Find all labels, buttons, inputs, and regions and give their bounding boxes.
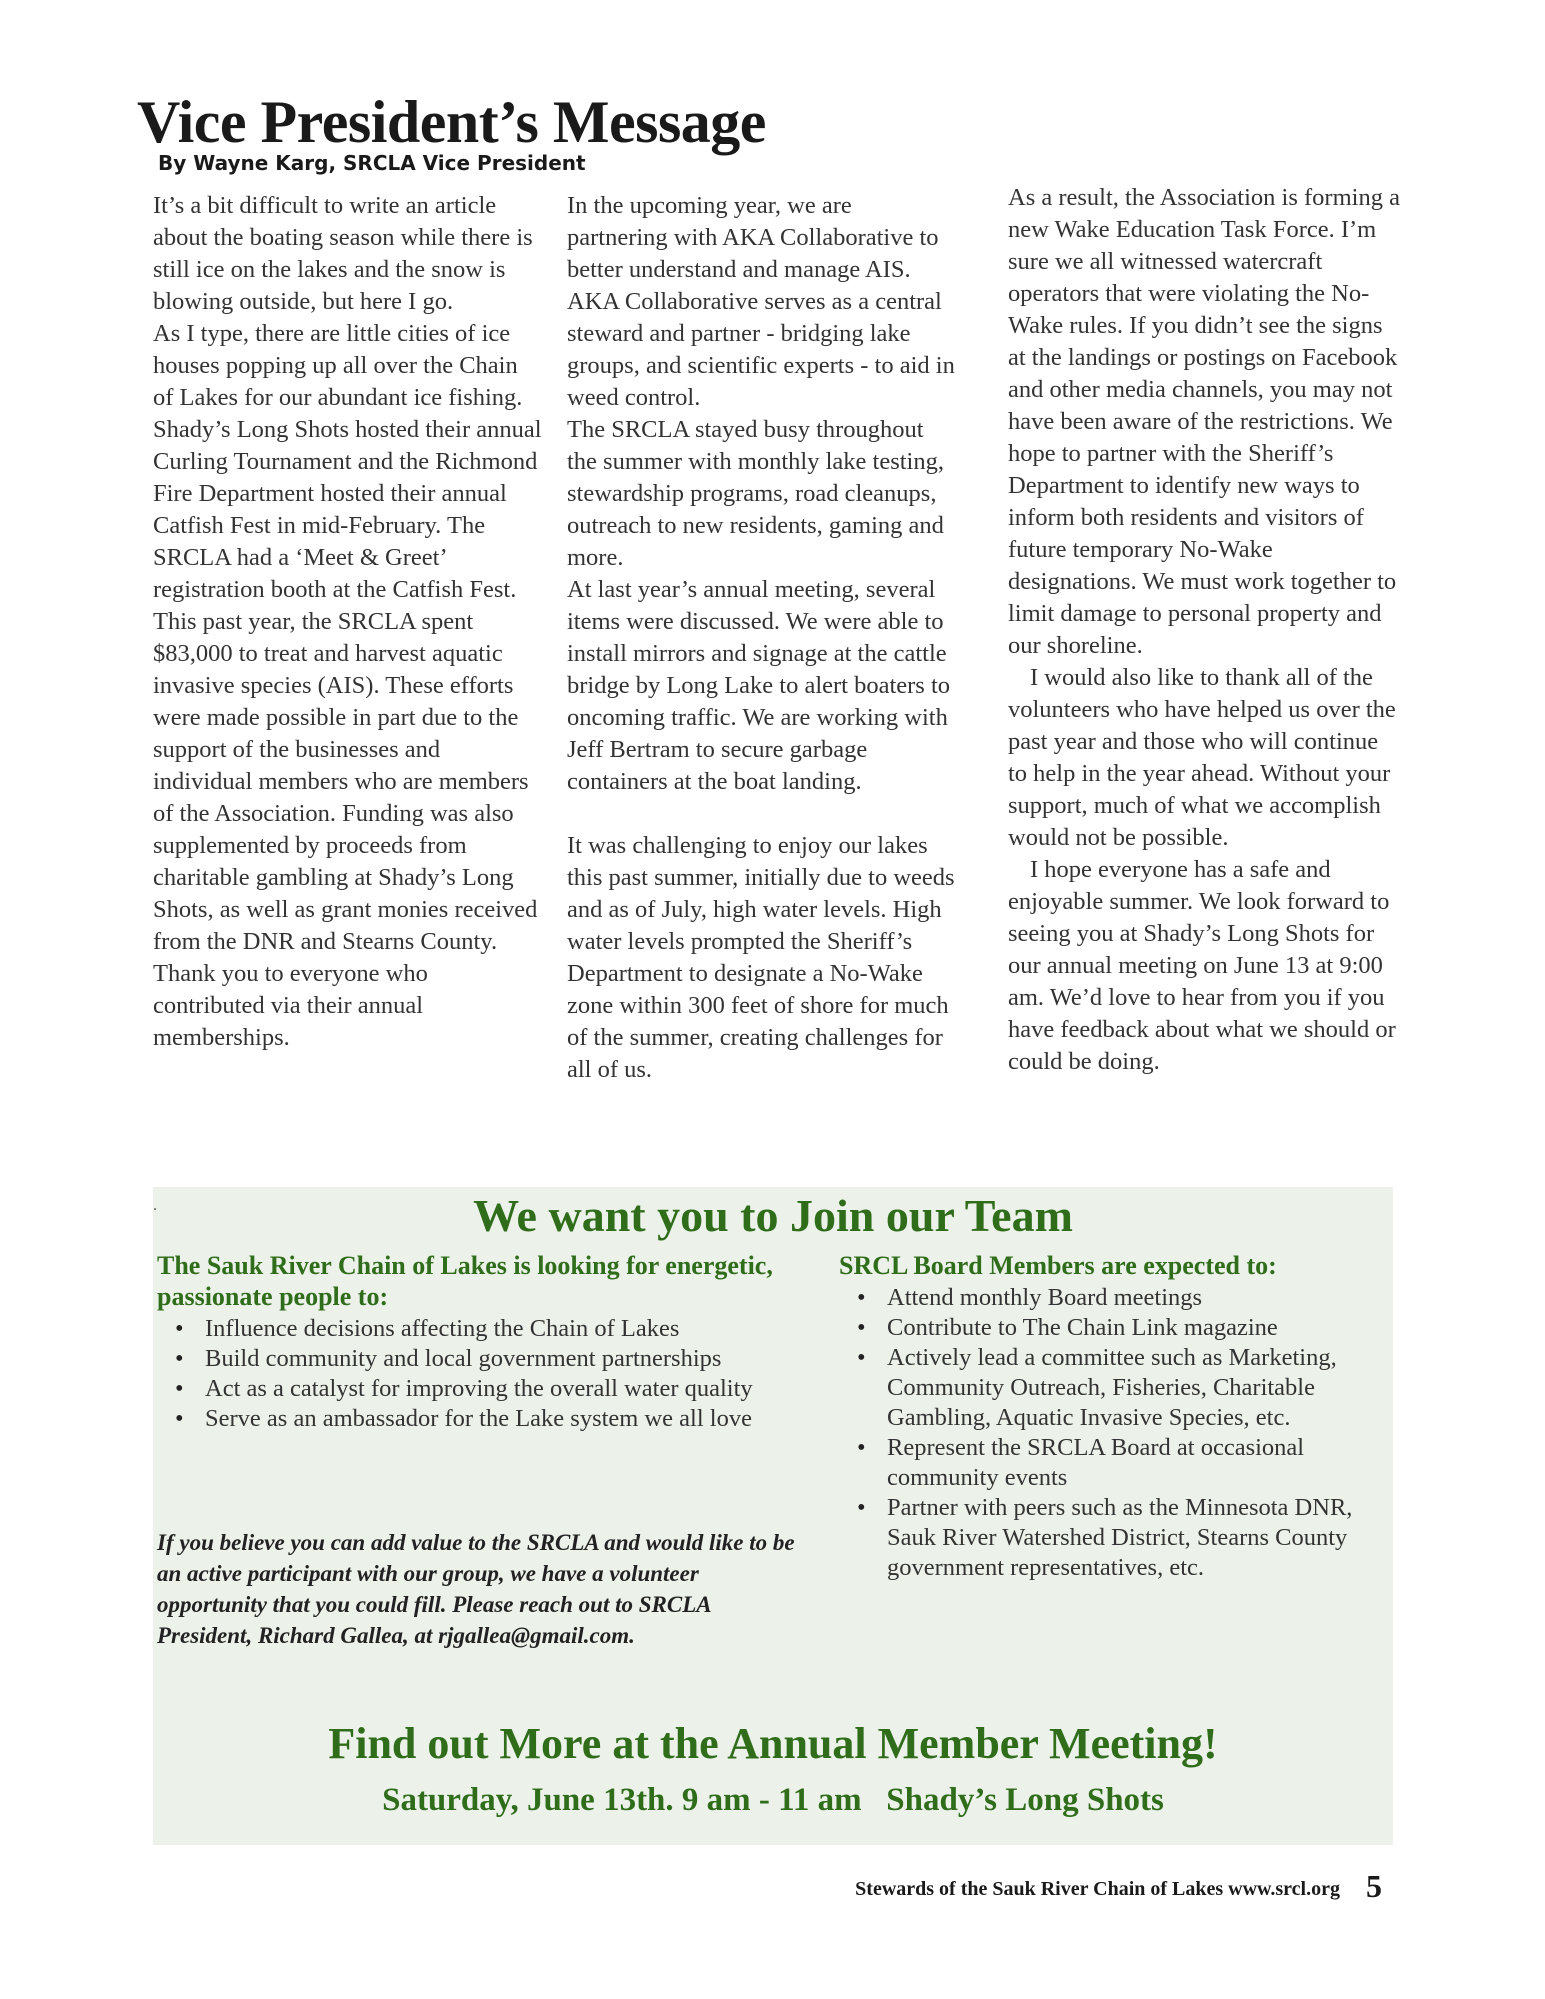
article-byline: By Wayne Karg, SRCLA Vice President [158,151,586,175]
paragraph: As a result, the Association is forming a new Wake Education Task Force. I’m sure we all witnessed watercraft operators that were violating the No-Wake rules. If you didn’t see the signs at the landings or postings on Facebook and other media channels, you may not have been aware of the restrictions. We hope to partner with the Sheriff’s Department to identify new ways to inform both residents and visitors of future temporary No-Wake designations. We must work together to limit damage to personal property and our shoreline. [1008,184,1400,659]
paragraph: In the upcoming year, we are partnering with AKA Collaborative to better understand and manage AIS. AKA Collaborative serves as a central steward and partner - bridging lake groups, and scientific experts - to aid in weed control. [567,192,955,411]
paragraph: It’s a bit difficult to write an article about the boating season while there is still ice on the lakes and the snow is blowing outside, but here I go. [153,192,533,315]
looking-for-list [157,1314,777,1434]
article-column-1 [153,190,543,1054]
article-title: Vice President’s Message [137,89,766,155]
board-expectations-heading: SRCL Board Members are expected to: [839,1251,1277,1280]
list-item: • Represent the SRCLA Board at occasional community events [887,1433,1399,1493]
looking-for-heading: The Sauk River Chain of Lakes is looking for energetic, passionate people to: [157,1251,773,1311]
paragraph-gap [567,798,957,830]
paragraph: I hope everyone has a safe and enjoyable summer. We look forward to seeing you at Shady’s Long Shots for our annual meeting on June 13 at 9:00 am. We’d love to hear from you if you have feedback about what we should or could be doing. [1008,856,1396,1075]
recruitment-box [153,1187,1393,1845]
stray-mark: . [153,1197,157,1214]
paragraph: It was challenging to enjoy our lakes this past summer, initially due to weeds and as of July, high water levels. High water levels prompted the Sheriff’s Department to designate a No-Wake zone within 300 feet of shore for much of the summer, creating challenges for all of us. [567,832,955,1083]
article-column-2 [567,190,957,1086]
list-item: • Partner with peers such as the Minnesota DNR, Sauk River Watershed District, Stearns County government representatives, etc. [887,1493,1399,1583]
list-item: • Influence decisions affecting the Chain of Lakes [205,1314,777,1344]
paragraph: I would also like to thank all of the volunteers who have helped us over the past year and those who will continue to help in the year ahead. Without your support, much of what we accomplish would not be possible. [1008,664,1396,851]
list-item: • Contribute to The Chain Link magazine [887,1313,1399,1343]
annual-meeting-details: Saturday, June 13th. 9 am - 11 am Shady’s Long Shots [382,1782,1164,1818]
footer-text: Stewards of the Sauk River Chain of Lakes www.srcl.org [855,1878,1340,1900]
paragraph: The SRCLA stayed busy throughout the summer with monthly lake testing, stewardship programs, road cleanups, outreach to new residents, gaming and more. [567,416,944,571]
recruitment-heading: We want you to Join our Team [473,1190,1073,1241]
article-column-3 [1008,182,1403,1078]
list-item: • Act as a catalyst for improving the overall water quality [205,1374,777,1404]
paragraph: As I type, there are little cities of ice houses popping up all over the Chain of Lakes for our abundant ice fishing. Shady’s Long Shots hosted their annual Curling Tournament and the Richmond Fire Department hosted their annual Catfish Fest in mid-February. The SRCLA had a ‘Meet & Greet’ registration booth at the Catfish Fest. [153,320,542,603]
list-item: • Serve as an ambassador for the Lake system we all love [205,1404,777,1434]
paragraph: At last year’s annual meeting, several items were discussed. We were able to install mirrors and signage at the cattle bridge by Long Lake to alert boaters to oncoming traffic. We are working with Jeff Bertram to secure garbage containers at the boat landing. [567,576,951,795]
list-item: • Build community and local government partnerships [205,1344,777,1374]
board-expectations-list [839,1283,1399,1583]
list-item: • Attend monthly Board meetings [887,1283,1399,1313]
volunteer-note: If you believe you can add value to the SRCLA and would like to be an active participant with our group, we have a volunteer opportunity that you could fill. Please reach out to SRCLA President, Richard Gallea, at rjgallea@gmail.com. [157,1530,795,1648]
page-number: 5 [1366,1868,1382,1904]
list-item: • Actively lead a committee such as Marketing, Community Outreach, Fisheries, Charitable Gambling, Aquatic Invasive Species, etc. [887,1343,1399,1433]
annual-meeting-heading: Find out More at the Annual Member Meeting! [328,1719,1218,1768]
board-expectations-section [839,1250,1399,1583]
looking-for-section [157,1250,777,1434]
paragraph: This past year, the SRCLA spent $83,000 to treat and harvest aquatic invasive species (AIS). These efforts were made possible in part due to the support of the businesses and individual members who are members of the Association. Funding was also supplemented by proceeds from charitable gambling at Shady’s Long Shots, as well as grant monies received from the DNR and Stearns County. Thank you to everyone who contributed via their annual memberships. [153,608,538,1051]
